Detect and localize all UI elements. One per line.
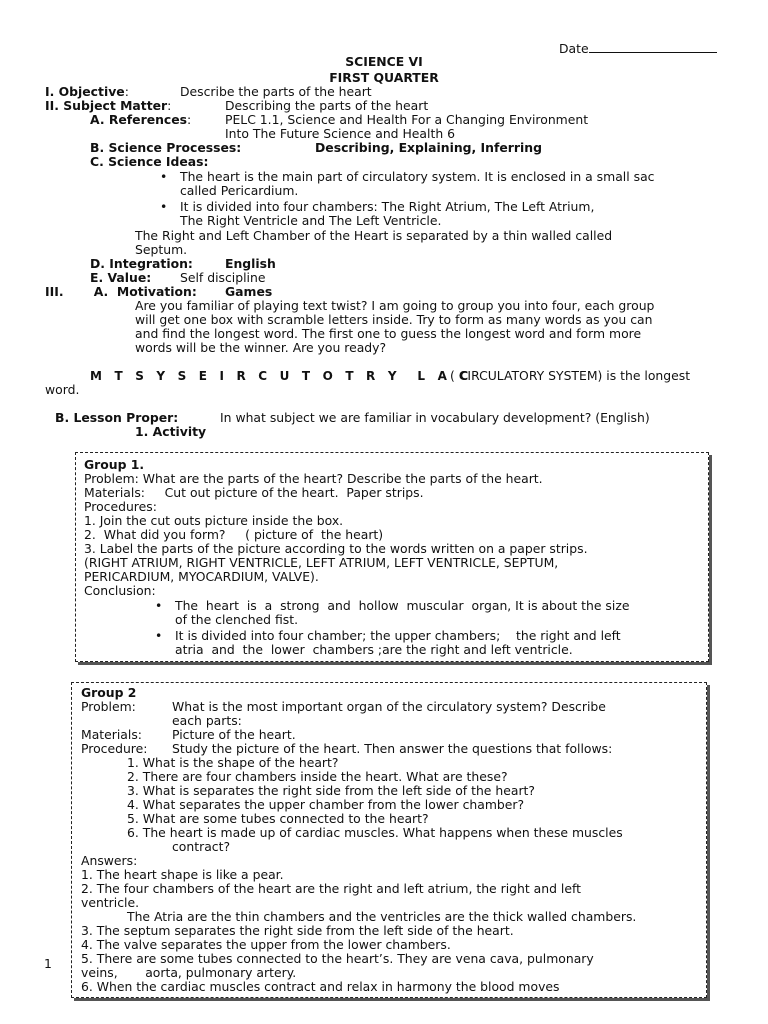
lesson-proper-text: In what subject we are familiar in vocabulary development? (English) [220, 410, 650, 425]
group2-answer-5b: veins, aorta, pulmonary artery. [81, 965, 297, 980]
group2-answer-2: 2. The four chambers of the heart are the right and left atrium, the right and left [81, 881, 581, 896]
group2-answer-1: 1. The heart shape is like a pear. [81, 867, 284, 882]
activity-heading: 1. Activity [135, 424, 207, 439]
document-title: SCIENCE VI [345, 54, 423, 69]
group1-procedure-3: 3. Label the parts of the picture according to the words written on a paper strips. [84, 541, 588, 556]
bullet-icon: • [160, 199, 168, 214]
group2-question-3: 3. What is separates the right side from the left side of the heart? [127, 783, 535, 798]
motivation-line1: Are you familiar of playing text twist? I am going to group you into four, each group [135, 298, 655, 313]
group1-conclusion-label: Conclusion: [84, 583, 156, 598]
group2-answer-6: 6. When the cardiac muscles contract and relax in harmony the blood moves [81, 979, 560, 994]
idea-bullet2-line2: The Right Ventricle and The Left Ventricle. [180, 213, 442, 228]
group1-conclusion-1-line1: The heart is a strong and hollow muscular organ, It is about the size [175, 598, 630, 613]
value-text: Self discipline [180, 270, 266, 285]
group1-procedures-label: Procedures: [84, 499, 157, 514]
group2-question-6: 6. The heart is made up of cardiac muscles. What happens when these muscles [127, 825, 623, 840]
group2-materials-label: Materials: [81, 727, 142, 742]
integration-label: D. Integration: [90, 256, 193, 271]
motivation-line4: words will be the winner. Are you ready? [135, 340, 387, 355]
document-subtitle: FIRST QUARTER [329, 70, 439, 85]
idea-bullet2-line1: It is divided into four chambers: The Right Atrium, The Left Atrium, [180, 199, 595, 214]
group1-materials: Materials: Cut out picture of the heart. Paper strips. [84, 485, 424, 500]
bullet-icon: • [155, 598, 163, 613]
idea-bullet1-line1: The heart is the main part of circulatory system. It is enclosed in a small sac [180, 169, 655, 184]
subject-matter-text: Describing the parts of the heart [225, 98, 429, 113]
group1-procedure-2: 2. What did you form? ( picture of the heart) [84, 527, 384, 542]
science-processes-text: Describing, Explaining, Inferring [315, 140, 542, 155]
objective-label: I. Objective: [45, 84, 129, 99]
group1-procedure-1: 1. Join the cut outs picture inside the box. [84, 513, 344, 528]
bullet-icon: • [155, 628, 163, 643]
group1-procedure-4: (RIGHT ATRIUM, RIGHT VENTRICLE, LEFT ATRIUM, LEFT VENTRICLE, SEPTUM, [84, 555, 559, 570]
group2-problem-line2: each parts: [172, 713, 242, 728]
group2-procedure: Study the picture of the heart. Then answer the questions that follows: [172, 741, 613, 756]
scramble-answer: ( CIRCULATORY SYSTEM) is the longest [450, 368, 691, 383]
group1-procedure-5: PERICARDIUM, MYOCARDIUM, VALVE). [84, 569, 319, 584]
group2-problem-line1: What is the most important organ of the circulatory system? Describe [172, 699, 606, 714]
scramble-answer-end: word. [45, 382, 80, 397]
references-label: A. References: [90, 112, 192, 127]
group2-answer-2c: The Atria are the thin chambers and the ventricles are the thick walled chambers. [127, 909, 637, 924]
group1-conclusion-2-line1: It is divided into four chamber; the upper chambers; the right and left [175, 628, 621, 643]
page-number: 1 [44, 956, 52, 971]
idea-paragraph-line1: The Right and Left Chamber of the Heart is separated by a thin walled called [135, 228, 613, 243]
group1-conclusion-1-line2: of the clenched fist. [175, 612, 299, 627]
group1-problem: Problem: What are the parts of the heart? Describe the parts of the heart. [84, 471, 543, 486]
science-ideas-label: C. Science Ideas: [90, 154, 209, 169]
references-line1: PELC 1.1, Science and Health For a Changing Environment [225, 112, 589, 127]
group2-question-4: 4. What separates the upper chamber from the lower chamber? [127, 797, 525, 812]
objective-text: Describe the parts of the heart [180, 84, 372, 99]
motivation-line3: and find the longest word. The first one to guess the longest word and form more [135, 326, 642, 341]
integration-text: English [225, 256, 276, 271]
idea-paragraph-line2: Septum. [135, 242, 188, 257]
lesson-proper-label: B. Lesson Proper: [55, 410, 179, 425]
group2-answer-4: 4. The valve separates the upper from the lower chambers. [81, 937, 451, 952]
date-label: Date [559, 40, 717, 56]
group2-answers-label: Answers: [81, 853, 138, 868]
group1-conclusion-2-line2: atria and the lower chambers ;are the right and left ventricle. [175, 642, 573, 657]
scramble-letters: M T S Y S E I R C U T O T R Y L A C [90, 369, 469, 383]
motivation-label: III. A. Motivation: [45, 284, 197, 299]
group2-procedure-label: Procedure: [81, 741, 148, 756]
group2-question-6b: contract? [172, 839, 231, 854]
science-processes-label: B. Science Processes: [90, 140, 242, 155]
idea-bullet1-line2: called Pericardium. [180, 183, 299, 198]
group2-problem-label: Problem: [81, 699, 136, 714]
group2-answer-3: 3. The septum separates the right side from the left side of the heart. [81, 923, 514, 938]
bullet-icon: • [160, 169, 168, 184]
group2-answer-2b: ventricle. [81, 895, 140, 910]
group2-materials: Picture of the heart. [172, 727, 296, 742]
group2-title: Group 2 [81, 685, 137, 700]
value-label: E. Value: [90, 270, 152, 285]
group1-title: Group 1. [84, 457, 145, 472]
group2-question-1: 1. What is the shape of the heart? [127, 755, 339, 770]
references-line2: Into The Future Science and Health 6 [225, 126, 455, 141]
group2-answer-5: 5. There are some tubes connected to the heart’s. They are vena cava, pulmonary [81, 951, 594, 966]
group2-question-2: 2. There are four chambers inside the heart. What are these? [127, 769, 508, 784]
motivation-line2: will get one box with scramble letters inside. Try to form as many words as you can [135, 312, 653, 327]
subject-matter-label: II. Subject Matter: [45, 98, 172, 113]
motivation-text: Games [225, 284, 273, 299]
group2-question-5: 5. What are some tubes connected to the heart? [127, 811, 429, 826]
